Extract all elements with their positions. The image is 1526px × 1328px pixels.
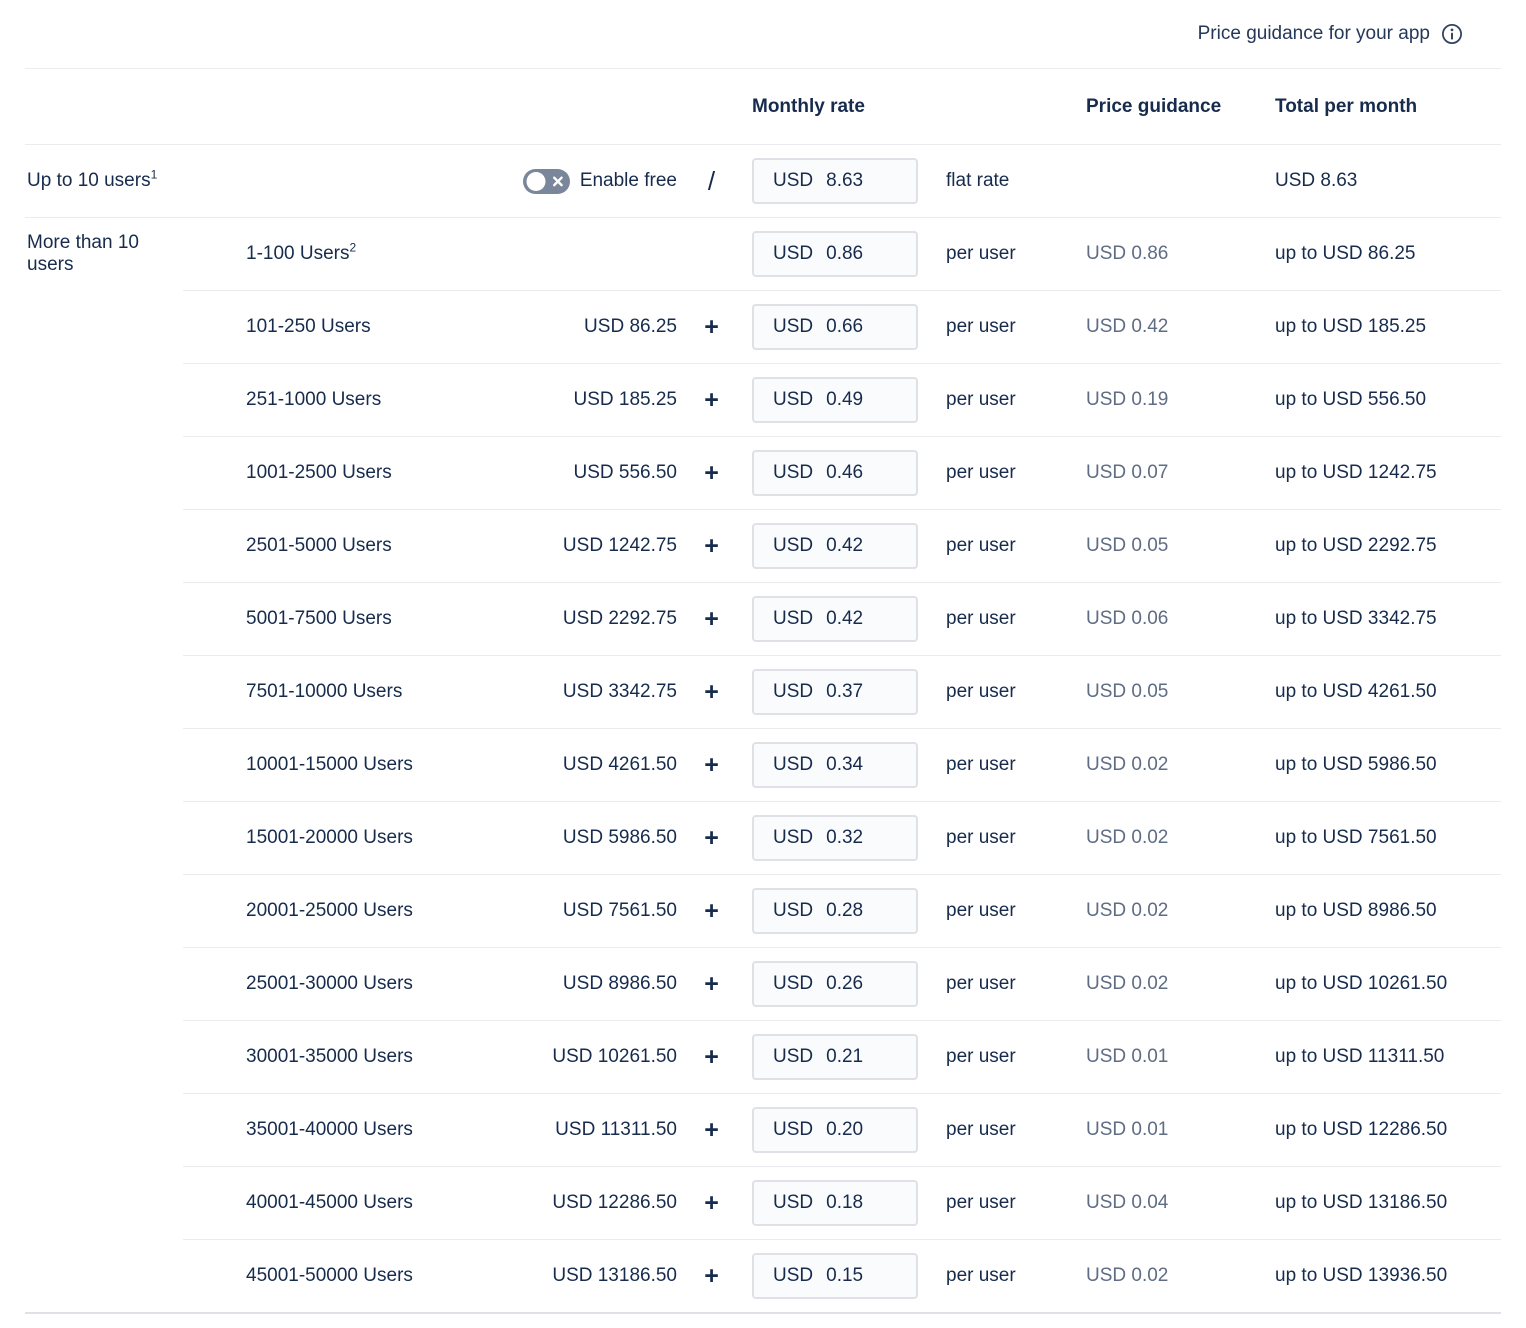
currency-prefix: USD	[773, 316, 814, 337]
unit-label: per user	[946, 389, 1016, 410]
rate-value: 0.66	[826, 316, 864, 337]
rate-value: 0.32	[826, 827, 864, 848]
tier-range-label: 251-1000 Users	[246, 389, 382, 410]
monthly-rate-input[interactable]	[752, 669, 918, 715]
user-group-label	[25, 436, 183, 509]
tier-range-label: 1-100 Users$^2$	[246, 240, 357, 264]
price-guidance-value: USD 0.02	[1086, 827, 1169, 848]
total-per-month-value: up to USD 185.25	[1275, 316, 1427, 337]
topbar	[25, 0, 1501, 68]
user-group-label	[25, 145, 183, 217]
pricing-tier-row	[25, 1093, 1501, 1166]
tier-range-label: 20001-25000 Users	[246, 900, 413, 921]
user-group-label	[25, 509, 183, 582]
user-group-label	[25, 801, 183, 874]
tier-base-price: USD 3342.75	[562, 681, 677, 702]
monthly-rate-input[interactable]	[752, 1180, 918, 1226]
tier-range-label: 25001-30000 Users	[246, 973, 413, 994]
footnote-marker: 1	[150, 167, 158, 182]
rate-value: 8.63	[826, 170, 864, 191]
tier-base-price: USD 11311.50	[555, 1119, 677, 1140]
tier-range-label: 5001-7500 Users	[246, 608, 392, 629]
tier-base-price: USD 8986.50	[562, 973, 677, 994]
monthly-rate-input[interactable]	[752, 961, 918, 1007]
unit-label: per user	[946, 1119, 1016, 1140]
tier-base-price: USD 4261.50	[562, 754, 677, 775]
unit-label: per user	[946, 827, 1016, 848]
rate-value: 0.34	[826, 754, 864, 775]
plus-icon: +	[704, 531, 719, 560]
price-guidance-value: USD 0.02	[1086, 1265, 1169, 1286]
monthly-rate-input[interactable]	[752, 1034, 918, 1080]
user-group-label	[25, 947, 183, 1020]
table-header-row	[25, 69, 1501, 144]
tier-range-label: 45001-50000 Users	[246, 1265, 413, 1286]
rate-value: 0.42	[826, 535, 864, 556]
price-guidance-value: USD 0.04	[1086, 1192, 1169, 1213]
tier-base-price: USD 7561.50	[562, 900, 677, 921]
unit-label: per user	[946, 316, 1016, 337]
flat-row-label: Up to 10 users	[27, 170, 151, 191]
monthly-rate-input[interactable]	[752, 815, 918, 861]
pricing-tier-row	[25, 1166, 1501, 1239]
currency-prefix: USD	[773, 1265, 814, 1286]
pricing-tier-row	[25, 874, 1501, 947]
tier-base-price: USD 185.25	[573, 389, 677, 410]
currency-prefix: USD	[773, 754, 814, 775]
total-per-month-value: up to USD 11311.50	[1275, 1046, 1445, 1067]
plus-icon: +	[704, 312, 719, 341]
unit-label: per user	[946, 900, 1016, 921]
col-header-monthly-rate: Monthly rate	[752, 95, 865, 117]
user-group-label	[25, 874, 183, 947]
tier-base-price: USD 13186.50	[552, 1265, 677, 1286]
currency-prefix: USD	[773, 900, 814, 921]
unit-label: per user	[946, 608, 1016, 629]
tier-base-price: USD 10261.50	[552, 1046, 677, 1067]
currency-prefix: USD	[773, 681, 814, 702]
info-icon[interactable]	[1441, 23, 1463, 45]
tier-range-label: 30001-35000 Users	[246, 1046, 413, 1067]
plus-icon: +	[704, 458, 719, 487]
monthly-rate-input[interactable]	[752, 596, 918, 642]
rate-value: 0.18	[826, 1192, 864, 1213]
rate-value: 0.37	[826, 681, 864, 702]
currency-prefix: USD	[773, 1046, 814, 1067]
flat-rate-row	[25, 144, 1501, 217]
price-guidance-value: USD 0.05	[1086, 681, 1169, 702]
unit-label: per user	[946, 462, 1016, 483]
plus-icon: +	[704, 1261, 719, 1290]
pricing-tier-row	[25, 363, 1501, 436]
plus-icon: +	[704, 385, 719, 414]
rate-value: 0.86	[826, 243, 864, 264]
rate-value: 0.20	[826, 1119, 864, 1140]
pricing-tier-row	[25, 801, 1501, 874]
tier-base-price: USD 556.50	[573, 462, 677, 483]
plus-icon: +	[704, 1115, 719, 1144]
unit-label: flat rate	[946, 170, 1010, 191]
price-guidance-value: USD 0.07	[1086, 462, 1169, 483]
tier-base-price: USD 2292.75	[562, 608, 677, 629]
user-group-label	[25, 1166, 183, 1239]
or-slash-separator: /	[707, 166, 716, 196]
user-group-label: More than 10 users	[27, 232, 139, 275]
pricing-tier-row	[25, 217, 1501, 290]
currency-prefix: USD	[773, 608, 814, 629]
price-guidance-value: USD 0.05	[1086, 535, 1169, 556]
price-guidance-value: USD 0.01	[1086, 1046, 1169, 1067]
rate-value: 0.21	[826, 1046, 864, 1067]
tier-range-label: 40001-45000 Users	[246, 1192, 413, 1213]
total-per-month-value: up to USD 3342.75	[1275, 608, 1437, 629]
user-group-label	[25, 1239, 183, 1312]
tier-rows	[25, 217, 1501, 1312]
currency-prefix: USD	[773, 243, 814, 264]
monthly-rate-input[interactable]	[752, 1253, 918, 1299]
unit-label: per user	[946, 535, 1016, 556]
plus-icon: +	[704, 677, 719, 706]
user-group-label	[25, 290, 183, 363]
plus-icon: +	[704, 1188, 719, 1217]
pricing-tier-row	[25, 655, 1501, 728]
currency-prefix: USD	[773, 389, 814, 410]
plus-icon: +	[704, 823, 719, 852]
toggle-knob	[526, 172, 545, 191]
total-per-month-value: up to USD 86.25	[1275, 243, 1416, 264]
unit-label: per user	[946, 754, 1016, 775]
tier-base-price: USD 12286.50	[552, 1192, 677, 1213]
pricing-tier-row	[25, 1239, 1501, 1312]
rate-value: 0.46	[826, 462, 864, 483]
tier-range-label: 7501-10000 Users	[246, 681, 403, 702]
col-header-total-per-month: Total per month	[1275, 95, 1418, 117]
plus-icon: +	[704, 896, 719, 925]
unit-label: per user	[946, 243, 1016, 264]
total-per-month-value: up to USD 4261.50	[1275, 681, 1437, 702]
plus-icon: +	[704, 969, 719, 998]
user-group-label	[25, 363, 183, 436]
tier-base-price: USD 5986.50	[562, 827, 677, 848]
monthly-rate-input[interactable]	[752, 158, 918, 204]
total-per-month-value: USD 8.63	[1275, 170, 1358, 191]
col-header-price-guidance: Price guidance	[1086, 95, 1222, 117]
total-per-month-value: up to USD 10261.50	[1275, 973, 1448, 994]
pricing-tier-row	[25, 1020, 1501, 1093]
tier-range-label: 1001-2500 Users	[246, 462, 392, 483]
plus-icon: +	[704, 1042, 719, 1071]
rate-value: 0.26	[826, 973, 864, 994]
currency-prefix: USD	[773, 462, 814, 483]
total-per-month-value: up to USD 5986.50	[1275, 754, 1437, 775]
tier-range-label: 35001-40000 Users	[246, 1119, 413, 1140]
user-group-label	[25, 1093, 183, 1166]
user-group-label	[25, 655, 183, 728]
enable-free-toggle[interactable]	[523, 169, 570, 194]
user-group-label	[25, 1020, 183, 1093]
currency-prefix: USD	[773, 170, 814, 191]
user-group-label	[25, 582, 183, 655]
total-per-month-value: up to USD 556.50	[1275, 389, 1427, 410]
total-per-month-value: up to USD 1242.75	[1275, 462, 1437, 483]
tier-range-label: 10001-15000 Users	[246, 754, 413, 775]
unit-label: per user	[946, 1192, 1016, 1213]
pricing-tier-row	[25, 728, 1501, 801]
price-guidance-value: USD 0.02	[1086, 973, 1169, 994]
unit-label: per user	[946, 973, 1016, 994]
total-per-month-value: up to USD 12286.50	[1275, 1119, 1448, 1140]
total-per-month-value: up to USD 13186.50	[1275, 1192, 1448, 1213]
currency-prefix: USD	[773, 1192, 814, 1213]
monthly-rate-input[interactable]	[752, 1107, 918, 1153]
monthly-rate-input[interactable]	[752, 304, 918, 350]
currency-prefix: USD	[773, 1119, 814, 1140]
enable-free-toggle-group	[523, 169, 677, 194]
currency-prefix: USD	[773, 973, 814, 994]
monthly-rate-input[interactable]	[752, 450, 918, 496]
rate-value: 0.28	[826, 900, 864, 921]
monthly-rate-input[interactable]	[752, 742, 918, 788]
pricing-tier-row	[25, 582, 1501, 655]
pricing-tier-row	[25, 290, 1501, 363]
enable-free-label: Enable free	[579, 170, 677, 191]
total-per-month-value: up to USD 2292.75	[1275, 535, 1437, 556]
unit-label: per user	[946, 1265, 1016, 1286]
tier-base-price: USD 86.25	[584, 316, 677, 337]
price-guidance-value: USD 0.19	[1086, 389, 1169, 410]
price-guidance-value: USD 0.02	[1086, 754, 1169, 775]
pricing-tier-row	[25, 509, 1501, 582]
plus-icon: +	[704, 604, 719, 633]
plus-icon: +	[704, 750, 719, 779]
total-per-month-value: up to USD 13936.50	[1275, 1265, 1448, 1286]
price-guidance-value: USD 0.86	[1086, 243, 1169, 264]
tier-range-label: 101-250 Users	[246, 316, 371, 337]
tier-base-price: USD 1242.75	[562, 535, 677, 556]
footnote-marker: 2	[349, 240, 357, 255]
monthly-rate-input[interactable]	[752, 231, 918, 277]
monthly-rate-input[interactable]	[752, 377, 918, 423]
user-group-label	[25, 728, 183, 801]
tier-range-label: 15001-20000 Users	[246, 827, 413, 848]
rate-value: 0.42	[826, 608, 864, 629]
price-guidance-value: USD 0.06	[1086, 608, 1169, 629]
pricing-tier-row	[25, 947, 1501, 1020]
pricing-table	[25, 68, 1501, 1314]
total-per-month-value: up to USD 7561.50	[1275, 827, 1437, 848]
price-guidance-for-app-label: Price guidance for your app	[1197, 23, 1430, 44]
price-guidance-value: USD 0.02	[1086, 900, 1169, 921]
price-guidance-value: USD 0.01	[1086, 1119, 1169, 1140]
currency-prefix: USD	[773, 827, 814, 848]
rate-value: 0.15	[826, 1265, 864, 1286]
unit-label: per user	[946, 681, 1016, 702]
tier-range-label: 2501-5000 Users	[246, 535, 392, 556]
price-guidance-value: USD 0.42	[1086, 316, 1169, 337]
currency-prefix: USD	[773, 535, 814, 556]
pricing-tier-row	[25, 436, 1501, 509]
unit-label: per user	[946, 1046, 1016, 1067]
monthly-rate-input[interactable]	[752, 888, 918, 934]
total-per-month-value: up to USD 8986.50	[1275, 900, 1437, 921]
monthly-rate-input[interactable]	[752, 523, 918, 569]
rate-value: 0.49	[826, 389, 864, 410]
